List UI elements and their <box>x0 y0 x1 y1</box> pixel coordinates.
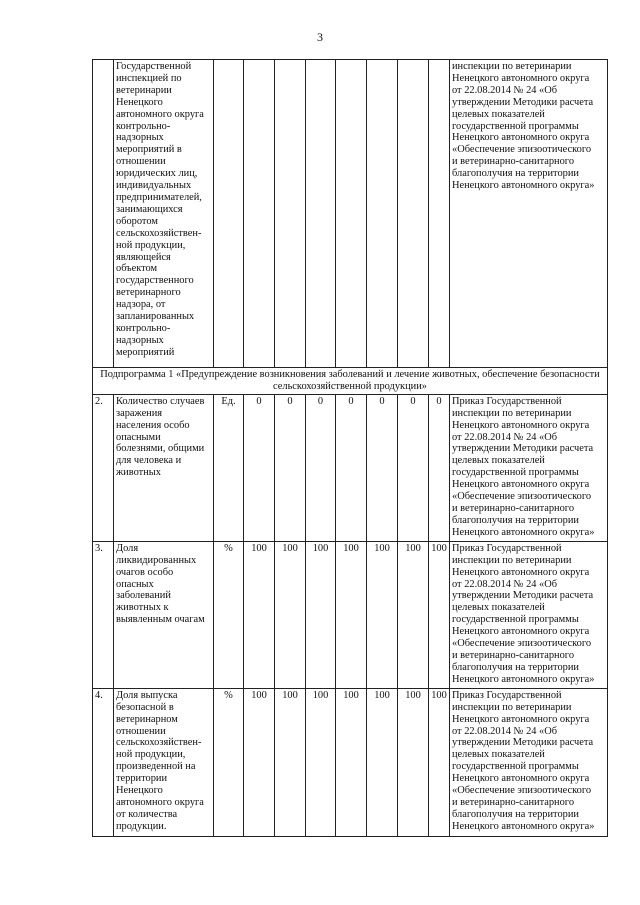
value-cell: 100 <box>398 541 429 688</box>
value-cell: 100 <box>306 541 336 688</box>
unit-cell: % <box>214 541 244 688</box>
value-cell: 100 <box>275 688 306 836</box>
value-cell: 100 <box>306 688 336 836</box>
value-cell: 100 <box>367 541 398 688</box>
value-cell: 0 <box>244 394 275 541</box>
value-cell: 100 <box>336 541 367 688</box>
source-document-cell: Приказ Государственной инспекции по ветеринарии Ненецкого автономного округа от 22.08.2014 № 24 «Об утверждении Методики расчета целевых показателей государственной программы Ненецкого автономного округа «Обеспечение эпизоотического и ветеринарно-санитарного благополучия на территории Ненецкого автономного округа» <box>450 394 608 541</box>
subprogram-row <box>93 368 608 395</box>
value-cell: 0 <box>336 394 367 541</box>
indicators-table <box>92 59 608 837</box>
value-cell: 0 <box>367 394 398 541</box>
value-cell <box>306 60 336 368</box>
indicator-name-cell: Государственной инспекцией по ветеринарии Ненецкого автономного округа контрольно- надзорных мероприятий в отношении юридических лиц, индивидуальных предпринимателей, занимающихся оборотом сельскохозяйствен- ной продукции, являющейся объектом государственного ветеринарного надзора, от запланированных контрольно- надзорных мероприятий <box>114 60 214 368</box>
row-number-cell: 2. <box>93 394 114 541</box>
page-number: 3 <box>317 30 323 44</box>
value-cell: 100 <box>429 688 450 836</box>
subprogram-title: Подпрограмма 1 «Предупреждение возникновения заболеваний и лечение животных, обеспечение безопасности сельскохозяйственной продукции» <box>93 368 608 395</box>
value-cell: 100 <box>244 688 275 836</box>
unit-cell <box>214 60 244 368</box>
source-document-cell: Приказ Государственной инспекции по ветеринарии Ненецкого автономного округа от 22.08.2014 № 24 «Об утверждении Методики расчета целевых показателей государственной программы Ненецкого автономного округа «Обеспечение эпизоотического и ветеринарно-санитарного благополучия на территории Ненецкого автономного округа» <box>450 688 608 836</box>
source-document-cell: инспекции по ветеринарии Ненецкого автономного округа от 22.08.2014 № 24 «Об утверждении Методики расчета целевых показателей государственной программы Ненецкого автономного округа «Обеспечение эпизоотического и ветеринарно-санитарного благополучия на территории Ненецкого автономного округа» <box>450 60 608 368</box>
unit-cell: % <box>214 688 244 836</box>
table-row-4 <box>93 688 608 836</box>
value-cell: 100 <box>367 688 398 836</box>
value-cell: 100 <box>336 688 367 836</box>
value-cell: 100 <box>275 541 306 688</box>
value-cell: 0 <box>398 394 429 541</box>
row-number-cell: 3. <box>93 541 114 688</box>
value-cell: 100 <box>398 688 429 836</box>
table-row-3 <box>93 541 608 688</box>
value-cell: 0 <box>306 394 336 541</box>
source-document-cell: Приказ Государственной инспекции по ветеринарии Ненецкого автономного округа от 22.08.2014 № 24 «Об утверждении Методики расчета целевых показателей государственной программы Ненецкого автономного округа «Обеспечение эпизоотического и ветеринарно-санитарного благополучия на территории Ненецкого автономного округа» <box>450 541 608 688</box>
row-number-cell: 4. <box>93 688 114 836</box>
value-cell: 100 <box>244 541 275 688</box>
value-cell <box>367 60 398 368</box>
table-row-2 <box>93 394 608 541</box>
indicator-name-cell: Количество случаев заражения населения особо опасными болезнями, общими для человека и животных <box>114 394 214 541</box>
unit-cell: Ед. <box>214 394 244 541</box>
value-cell <box>336 60 367 368</box>
value-cell <box>398 60 429 368</box>
indicator-name-cell: Доля ликвидированных очагов особо опасных заболеваний животных к выявленным очагам <box>114 541 214 688</box>
table-row-continued <box>93 60 608 368</box>
indicator-name-cell: Доля выпуска безопасной в ветеринарном отношении сельскохозяйствен- ной продукции, произведенной на территории Ненецкого автономного округа от количества продукции. <box>114 688 214 836</box>
value-cell <box>429 60 450 368</box>
value-cell: 0 <box>429 394 450 541</box>
value-cell <box>275 60 306 368</box>
row-number-cell <box>93 60 114 368</box>
value-cell: 0 <box>275 394 306 541</box>
value-cell: 100 <box>429 541 450 688</box>
value-cell <box>244 60 275 368</box>
